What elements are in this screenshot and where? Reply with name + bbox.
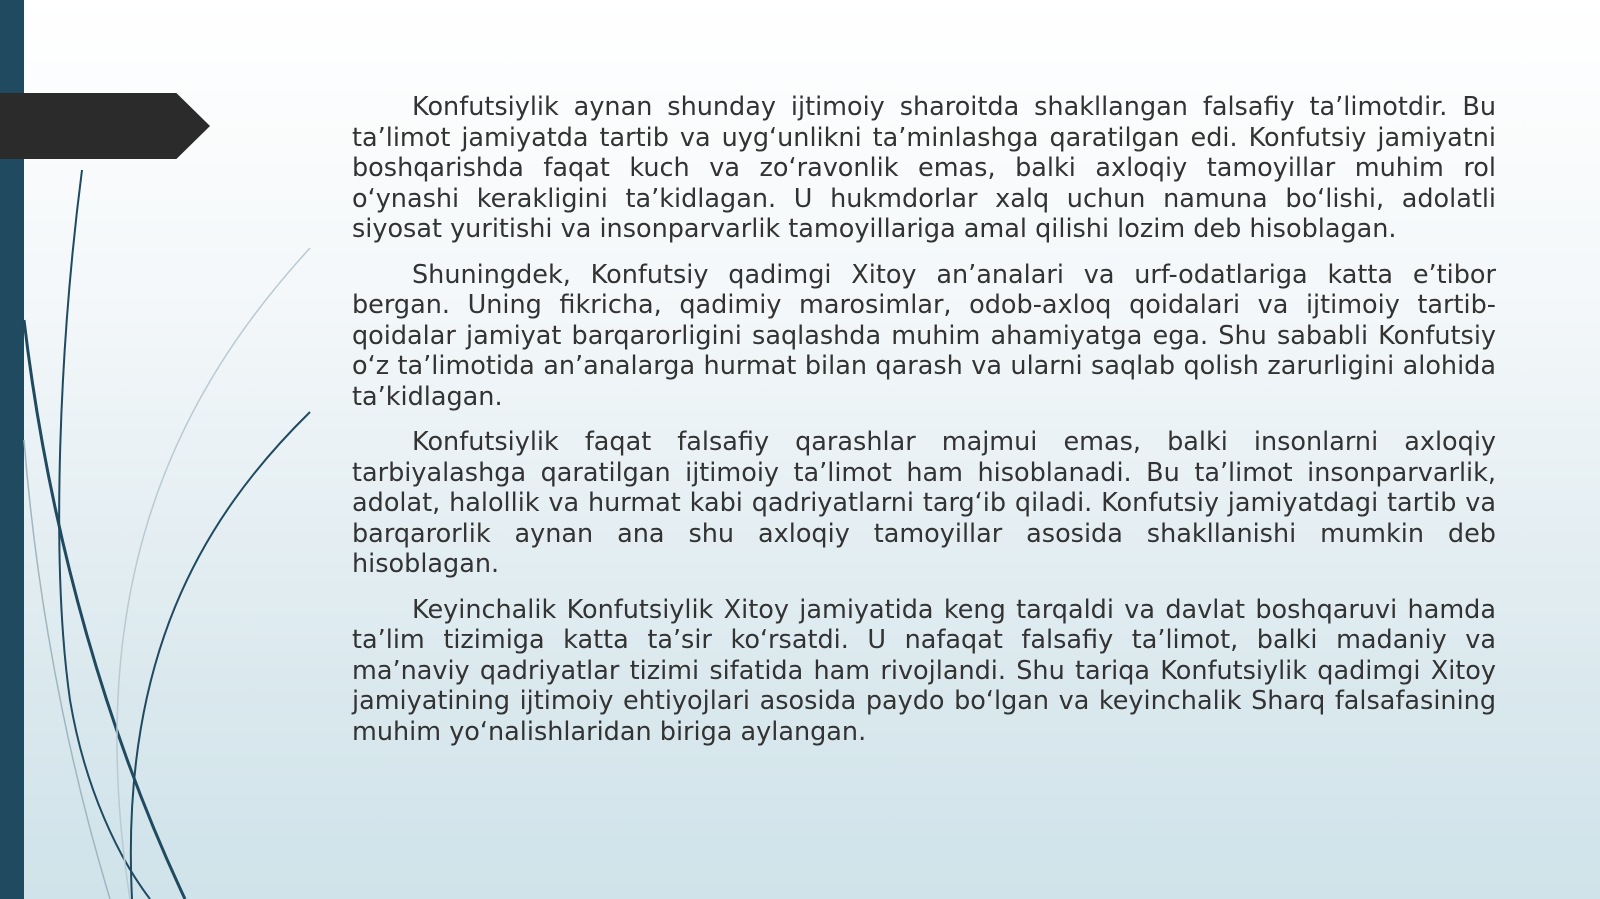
- decorative-curves: [0, 0, 360, 899]
- decor-curve-1: [59, 170, 150, 899]
- decor-curve-4: [117, 248, 310, 899]
- decor-curve-3: [131, 412, 310, 899]
- paragraph-3: Konfutsiylik faqat falsafiy qarashlar majmui emas, balki insonlarni axloqiy tarbiyalashga qaratilgan ijtimoiy ta’limot ham hisoblanadi. Bu ta’limot insonparvarlik, adolat, halollik va hurmat kabi qadriyatlarni targ‘ib qiladi. Konfutsiy jamiyatdagi tartib va barqarorlik aynan ana shu axloqiy tamoyillar asosida shakllanishi mumkin deb hisoblagan.: [352, 427, 1496, 579]
- paragraph-4: Keyinchalik Konfutsiylik Xitoy jamiyatida keng tarqaldi va davlat boshqaruvi hamda ta’lim tizimiga katta ta’sir ko‘rsatdi. U nafaqat falsafiy ta’limot, balki madaniy va ma’naviy qadriyatlar tizimi sifatida ham rivojlandi. Shu tariqa Konfutsiylik qadimgi Xitoy jamiyatining ijtimoiy ehtiyojlari asosida paydo bo‘lgan va keyinchalik Sharq falsafasining muhim yo‘nalishlaridan biriga aylangan.: [352, 594, 1496, 747]
- decor-curve-2: [24, 320, 185, 899]
- paragraph-2: Shuningdek, Konfutsiy qadimgi Xitoy an’analari va urf-odatlariga katta e’tibor bergan. Uning fikricha, qadimiy marosimlar, odob-axloq qoidalari va ijtimoiy tartib-qoidalar jamiyat barqarorligini saqlashda muhim ahamiyatga ega. Shu sababli Konfutsiy o‘z ta’limotida an’analarga hurmat bilan qarash va ularni saqlab qolish zarurligini alohida ta’kidlagan.: [352, 259, 1496, 412]
- paragraph-1: Konfutsiylik aynan shunday ijtimoiy sharoitda shakllangan falsafiy ta’limotdir. Bu ta’limot jamiyatda tartib va uyg‘unlikni ta’minlashga qaratilgan edi. Konfutsiy jamiyatni boshqarishda faqat kuch va zo‘ravonlik emas, balki axloqiy tamoyillar muhim rol o‘ynashi kerakligini ta’kidlagan. U hukmdorlar xalq uchun namuna bo‘lishi, adolatli siyosat yuritishi va insonparvarlik tamoyillariga amal qilishi lozim deb hisoblagan.: [352, 92, 1496, 244]
- slide-body-text: [352, 92, 1496, 762]
